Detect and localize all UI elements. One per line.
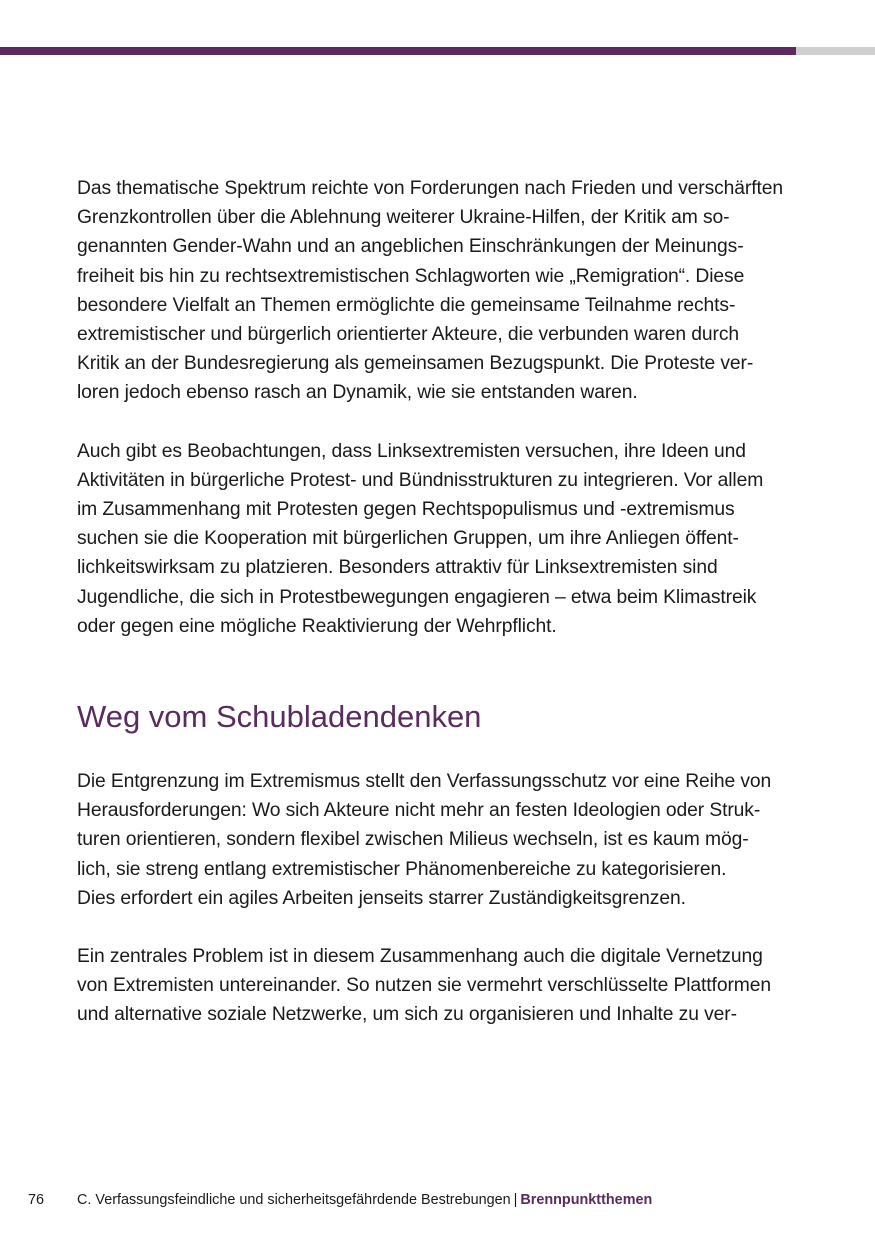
text-line: von Extremisten untereinander. So nutzen sie vermehrt verschlüsselte Plattformen [77,975,771,997]
page-body [77,174,797,1059]
text-line: loren jedoch ebenso rasch an Dynamik, wie sie entstanden waren. [77,382,638,404]
section-heading: Weg vom Schubladendenken [77,699,482,735]
top-rule-accent [0,47,796,55]
text-line: besondere Vielfalt an Themen ermöglichte die gemeinsame Teilnahme rechts- [77,294,736,316]
page-footer [0,1189,875,1211]
page-number: 76 [28,1192,45,1208]
text-line: Aktivitäten in bürgerliche Protest- und Bündnisstrukturen zu integrieren. Vor allem [77,469,764,491]
top-rule [0,47,875,55]
text-line: Das thematische Spektrum reichte von Forderungen nach Frieden und verschärften [77,178,783,199]
footer-separator: | [513,1192,518,1208]
text-line: Die Entgrenzung im Extremismus stellt den Verfassungsschutz vor eine Reihe von [77,771,772,793]
text-line: oder gegen eine mögliche Reaktivierung der Wehrpflicht. [77,615,557,637]
text-line: im Zusammenhang mit Protesten gegen Rechtspopulismus und -extremismus [77,499,735,521]
text-line: Ein zentrales Problem ist in diesem Zusammenhang auch die digitale Vernetzung [77,946,763,968]
text-line: Kritik an der Bundesregierung als gemeinsamen Bezugspunkt. Die Proteste ver- [77,353,754,375]
text-line: lich, sie streng entlang extremistischer Phänomenbereiche zu kategorisieren. [77,858,727,880]
text-line: turen orientieren, sondern flexibel zwischen Milieus wechseln, ist es kaum mög- [77,829,749,851]
paragraph-spektrum [77,174,797,408]
text-line: Auch gibt es Beobachtungen, dass Linksextremisten versuchen, ihre Ideen und [77,440,746,462]
text-line: Jugendliche, die sich in Protestbewegungen engagieren – etwa beim Klimastreik [77,586,757,608]
text-line: suchen sie die Kooperation mit bürgerlichen Gruppen, um ihre Anliegen öffent- [77,528,739,550]
text-line: genannten Gender-Wahn und an angeblichen Einschränkungen der Meinungs- [77,236,744,258]
text-line: Herausforderungen: Wo sich Akteure nicht mehr an festen Ideologien oder Struk- [77,800,761,822]
text-line: Grenzkontrollen über die Ablehnung weiterer Ukraine-Hilfen, der Kritik am so- [77,207,730,229]
paragraph-entgrenzung [77,767,797,913]
paragraph-vernetzung [77,942,797,1030]
text-line: und alternative soziale Netzwerke, um sich zu organisieren und Inhalte zu ver- [77,1004,737,1026]
top-rule-rest [796,47,875,55]
text-line: Dies erfordert ein agiles Arbeiten jenseits starrer Zuständigkeitsgrenzen. [77,887,686,909]
footer-running-title [77,1189,652,1211]
text-line: lichkeitswirksam zu platzieren. Besonders attraktiv für Linksextremisten sind [77,557,718,579]
footer-section: Brennpunktthemen [520,1192,653,1208]
footer-chapter: C. Verfassungsfeindliche und sicherheitsgefährdende Bestrebungen [77,1192,511,1208]
paragraph-linksextremisten [77,437,797,641]
text-line: freiheit bis hin zu rechtsextremistischen Schlagworten wie „Remigration“. Diese [77,265,745,287]
text-line: extremistischer und bürgerlich orientierter Akteure, die verbunden waren durch [77,324,740,346]
